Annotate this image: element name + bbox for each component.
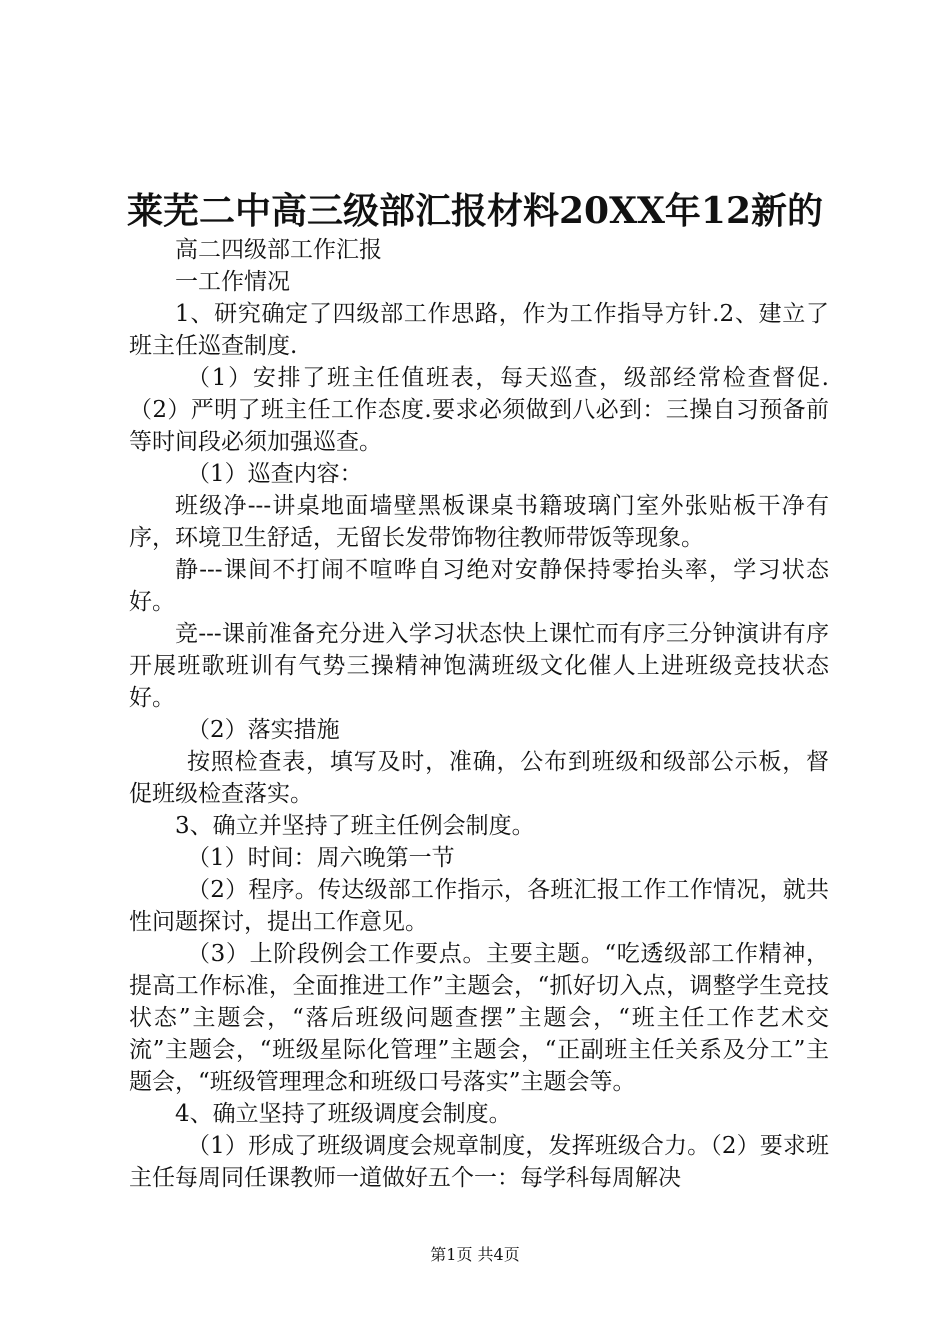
section-subheading: 一工作情况 [175,269,290,295]
paragraph: （1）时间：周六晚第一节 [187,845,455,871]
paragraph: 竞---课前准备充分进入学习状态快上课忙而有序三分钟演讲有序开展班歌班训有气势三操精神饱满班级文化催人上进班级竞技状态好。 [129,621,829,711]
paragraph: 静---课间不打闹不喧哗自习绝对安静保持零抬头率，学习状态好。 [129,557,829,615]
paragraph: （1）巡查内容： [187,461,363,487]
paragraph: （1）形成了班级调度会规章制度，发挥班级合力。（2）要求班主任每周同任课教师一道做好五个一：每学科每周解决 [129,1133,829,1191]
document-title: 莱芜二中高三级部汇报材料20XX年12新的 [126,190,824,232]
document-body [129,234,829,1194]
section-heading: 高二四级部工作汇报 [175,237,382,263]
paragraph: （1）安排了班主任值班表，每天巡查，级部经常检查督促.（2）严明了班主任工作态度.要求必须做到八必到：三操自习预备前等时间段必须加强巡查。 [129,365,829,455]
paragraph: （3）上阶段例会工作要点。主要主题。“吃透级部工作精神，提高工作标准，全面推进工作”主题会，“抓好切入点，调整学生竞技状态”主题会，“落后班级问题查摆”主题会，“班主任工作艺术交流”主题会，“班级星际化管理”主题会，“正副班主任关系及分工”主题会，“班级管理理念和班级口号落实”主题会等。 [129,941,829,1095]
paragraph: 4、确立坚持了班级调度会制度。 [175,1101,512,1127]
paragraph: 按照检查表，填写及时，准确，公布到班级和级部公示板，督促班级检查落实。 [129,749,829,807]
paragraph: 班级净---讲桌地面墙壁黑板课桌书籍玻璃门室外张贴板干净有序，环境卫生舒适，无留长发带饰物往教师带饭等现象。 [129,493,829,551]
paragraph: 3、确立并坚持了班主任例会制度。 [175,813,535,839]
page-number: 第1页 共4页 [430,1245,520,1264]
paragraph: （2）程序。传达级部工作指示，各班汇报工作工作情况，就共性问题探讨，提出工作意见。 [129,877,829,935]
paragraph: 1、研究确定了四级部工作思路，作为工作指导方针.2、建立了班主任巡查制度. [129,301,829,359]
paragraph: （2）落实措施 [187,717,340,743]
